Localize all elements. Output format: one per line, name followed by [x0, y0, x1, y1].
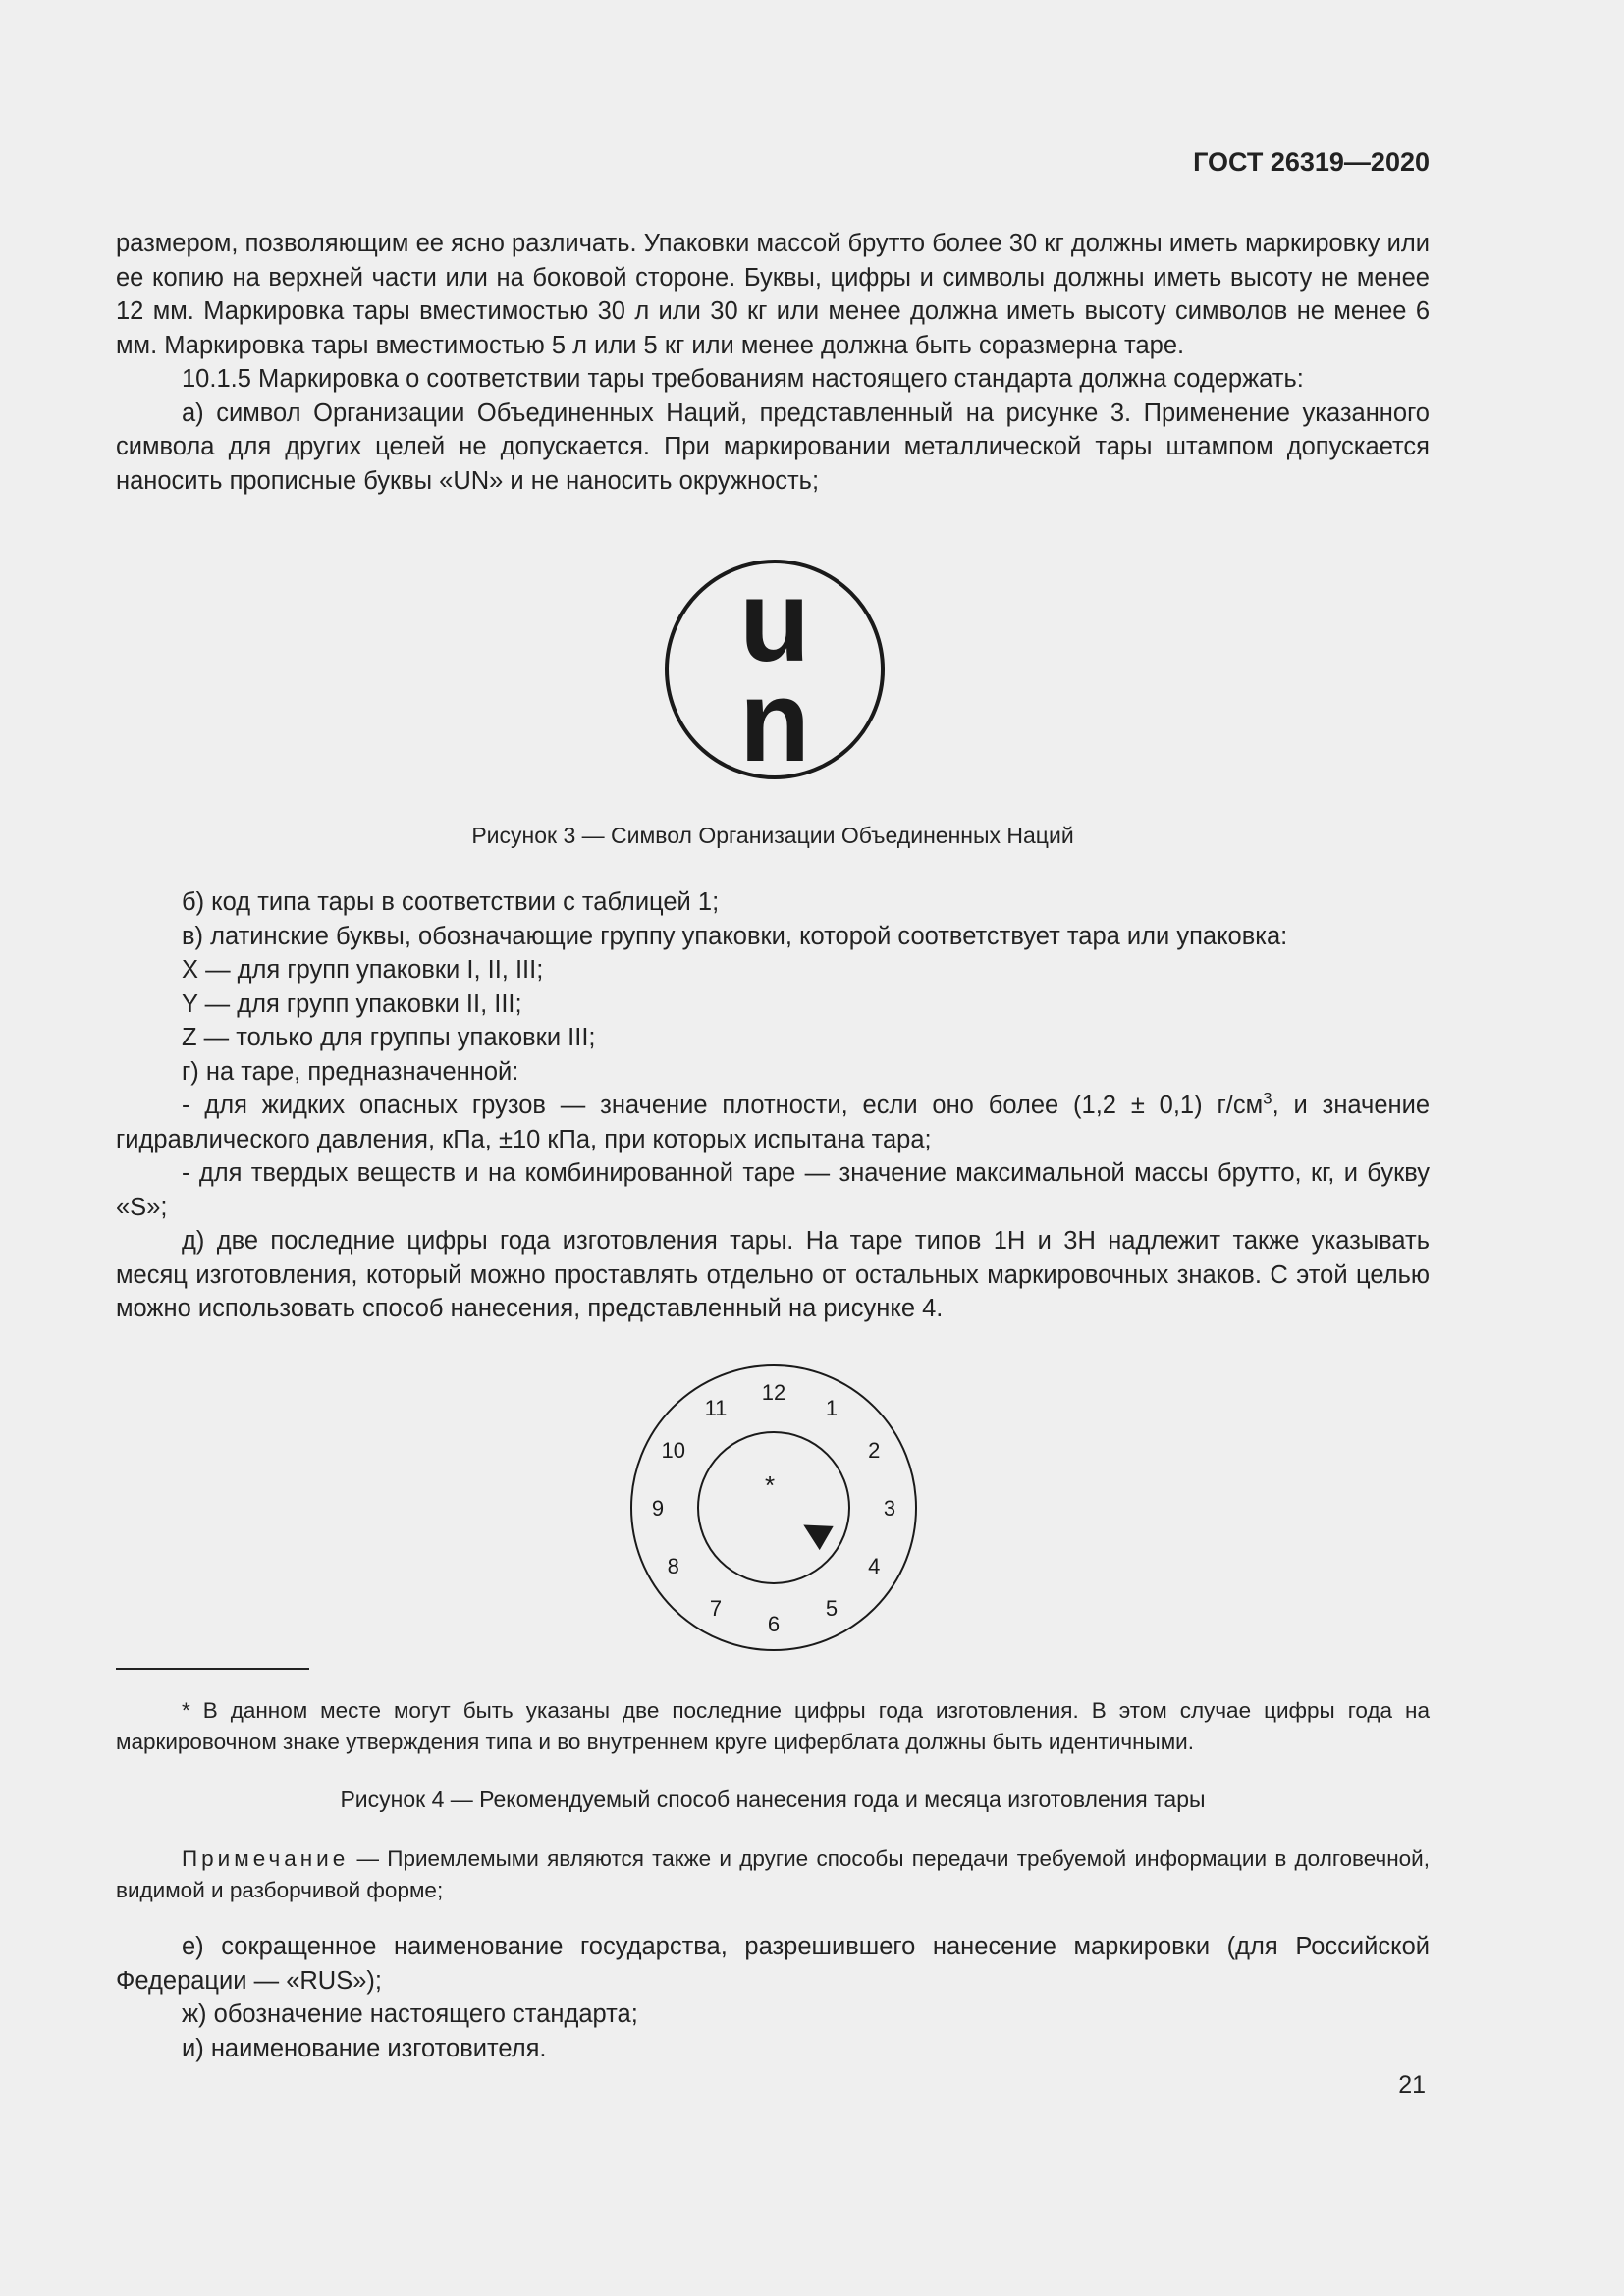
- month-label-11: 11: [704, 1395, 728, 1420]
- cubic-superscript: 3: [1263, 1089, 1272, 1108]
- footnote: [116, 1695, 1430, 1758]
- paragraph-liquids: [116, 1089, 1430, 1156]
- un-symbol-figure: [664, 559, 886, 780]
- month-labels: [652, 1380, 895, 1636]
- footnote-text: * В данном месте могут быть указаны две последние цифры года изготовления. В этом случае цифры года на маркировочном знаке утверждения типа и во внутреннем круге циферблата должны быть идентичными.: [116, 1698, 1430, 1754]
- page-number: 21: [1398, 2071, 1426, 2099]
- paragraph-item-zh: ж) обозначение настоящего стандарта;: [182, 2001, 638, 2028]
- paragraph-item-g: г) на таре, предназначенной:: [182, 1057, 519, 1086]
- month-label-3: 3: [883, 1496, 896, 1521]
- note-text: — Приемлемыми являются также и другие способы передачи требуемой информации в долговечной, видимой и разборчивой форме;: [116, 1846, 1430, 1902]
- paragraph-solids: - для твердых веществ и на комбинированной таре — значение максимальной массы брутто, кг, и букву «S»;: [116, 1159, 1430, 1221]
- month-label-10: 10: [661, 1438, 686, 1463]
- note-paragraph: [116, 1843, 1430, 1906]
- standard-header: ГОСТ 26319—2020: [1193, 147, 1430, 177]
- month-label-6: 6: [767, 1612, 781, 1636]
- clock-inner-circle: [698, 1432, 849, 1583]
- note: [116, 1843, 1430, 1906]
- month-pointer-triangle: [803, 1525, 833, 1551]
- paragraph-item-d: д) две последние цифры года изготовления тары. На таре типов 1H и 3H надлежит также указывать месяц изготовления, который можно проставлять отдельно от остальных маркировочных знаков. С этой целью можно использовать способ нанесения, представленный на рисунке 4.: [116, 1227, 1430, 1322]
- paragraph-item-i: и) наименование изготовителя.: [182, 2034, 547, 2062]
- month-label-1: 1: [825, 1395, 839, 1420]
- un-symbol-letter-n: n: [738, 657, 811, 780]
- text-block-intro: [116, 227, 1430, 498]
- month-label-5: 5: [825, 1596, 839, 1622]
- month-label-4: 4: [868, 1554, 881, 1578]
- paragraph-item-b: б) код типа тары в соответствии с таблицей 1;: [182, 888, 720, 916]
- clock-outer-circle: [631, 1365, 916, 1650]
- paragraph-marking-size: размером, позволяющим ее ясно различать. Упаковки массой брутто более 30 кг должны иметь маркировку или ее копию на верхней части или на боковой стороне. Буквы, цифры и символы должны иметь высоту не менее 12 мм. Маркировка тары вместимостью 30 л или 30 кг или менее должна иметь высоту символов не менее 6 мм. Маркировка тары вместимостью 5 л или 5 кг или менее должна быть соразмерна таре.: [116, 230, 1430, 359]
- figure-3-caption: Рисунок 3 — Символ Организации Объединенных Наций: [471, 823, 1074, 848]
- paragraph-group-x: X — для групп упаковки I, II, III;: [182, 956, 544, 984]
- month-label-2: 2: [868, 1438, 881, 1463]
- paragraph-group-y: Y — для групп упаковки II, III;: [182, 989, 522, 1018]
- paragraph-10-1-5: 10.1.5 Маркировка о соответствии тары требованиям настоящего стандарта должна содержать:: [182, 365, 1304, 393]
- month-label-7: 7: [709, 1596, 723, 1622]
- liquids-text-start: - для жидких опасных грузов — значение плотности, если оно более (1,2 ± 0,1) г/см: [182, 1092, 1264, 1119]
- paragraph-item-e: е) сокращенное наименование государства, разрешившего нанесение маркировки (для Российской Федерации — «RUS»);: [116, 1933, 1430, 1995]
- paragraph-item-v: в) латинские буквы, обозначающие группу упаковки, которой соответствует тара или упаковка:: [182, 922, 1288, 950]
- liquids-text-end: , и значение гидравлического давления, кПа, ±10 кПа, при которых испытана тара;: [116, 1092, 1431, 1153]
- month-label-9: 9: [651, 1496, 665, 1521]
- text-block-final: [116, 1930, 1430, 2065]
- note-label: Примечание: [182, 1846, 350, 1871]
- footnote-rule: [116, 1668, 309, 1670]
- un-symbol-letter-u: u: [738, 559, 811, 686]
- paragraph-group-z: Z — только для группы упаковки III;: [182, 1024, 596, 1051]
- date-clock-figure: [628, 1362, 919, 1653]
- year-placeholder-asterisk: *: [764, 1470, 776, 1500]
- month-label-12: 12: [761, 1380, 786, 1405]
- text-block-items: [116, 885, 1430, 1326]
- paragraph-item-a: а) символ Организации Объединенных Наций, представленный на рисунке 3. Применение указанного символа для других целей не допускается. При маркировании металлической тары штампом допускается наносить прописные буквы «UN» и не наносить окружность;: [116, 399, 1430, 495]
- figure-4-caption: Рисунок 4 — Рекомендуемый способ нанесения года и месяца изготовления тары: [340, 1787, 1206, 1812]
- month-label-8: 8: [667, 1554, 679, 1578]
